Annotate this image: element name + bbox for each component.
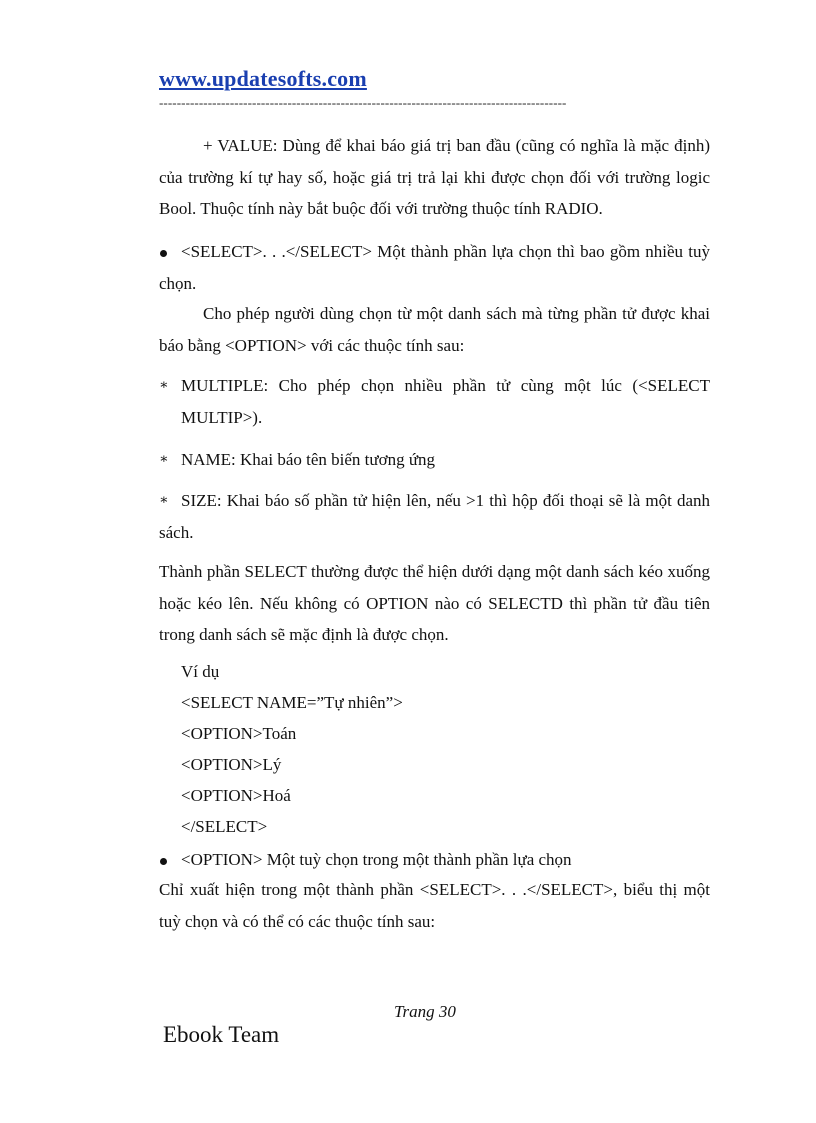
bullet-icon xyxy=(159,236,167,268)
code-line: <OPTION>Hoá xyxy=(181,786,291,805)
select-bullet-text: <SELECT>. . .</SELECT> Một thành phần lựa chọn thì bao gồm nhiều tuỳ chọn. xyxy=(159,242,710,293)
example-label: Ví dụ xyxy=(181,662,220,681)
page-number: Trang 30 xyxy=(394,1002,456,1021)
option-bullet-item xyxy=(159,844,710,876)
code-line: </SELECT> xyxy=(181,817,268,836)
code-line: <SELECT NAME=”Tự nhiên”> xyxy=(181,693,403,712)
attr-name-item xyxy=(159,444,710,476)
asterisk-icon: ∗ xyxy=(159,378,169,393)
asterisk-icon: ∗ xyxy=(159,493,169,508)
footer-team-label: Ebook Team xyxy=(163,1022,280,1047)
asterisk-icon: ∗ xyxy=(159,452,169,467)
attr-size-text: SIZE: Khai báo số phần tử hiện lên, nếu >1 thì hộp đối thoại sẽ là một danh sách. xyxy=(159,491,710,542)
attr-multiple-text: MULTIPLE: Cho phép chọn nhiều phần tử cùng một lúc (<SELECT MULTIP>). xyxy=(181,376,710,427)
attr-name-text: NAME: Khai báo tên biến tương ứng xyxy=(181,450,436,469)
select-note-paragraph: Thành phần SELECT thường được thể hiện dưới dạng một danh sách kéo xuống hoặc kéo lên. Nếu không có OPTION nào có SELECTD thì phần tử đầu tiên trong danh sách sẽ mặc định là được chọn. xyxy=(159,562,710,644)
header-divider: -------------------------------------------------------------------------------------------- xyxy=(159,95,567,110)
code-line: <OPTION>Toán xyxy=(181,724,297,743)
select-description: Cho phép người dùng chọn từ một danh sách mà từng phần tử được khai báo bằng <OPTION> với các thuộc tính sau: xyxy=(159,304,710,355)
option-description: Chỉ xuất hiện trong một thành phần <SELECT>. . .</SELECT>, biểu thị một tuỳ chọn và có thể có các thuộc tính sau: xyxy=(159,880,710,931)
select-bullet-item xyxy=(159,236,710,299)
value-attribute-paragraph: + VALUE: Dùng để khai báo giá trị ban đầu (cũng có nghĩa là mặc định) của trường kí tự hay số, hoặc giá trị trả lại khi được chọn đối với trường logic Bool. Thuộc tính này bắt buộc đối với trường thuộc tính RADIO. xyxy=(159,136,710,218)
bullet-icon xyxy=(159,844,167,876)
code-line: <OPTION>Lý xyxy=(181,755,282,774)
attr-size-item xyxy=(159,485,710,548)
option-bullet-text: <OPTION> Một tuỳ chọn trong một thành phần lựa chọn xyxy=(181,850,572,869)
attr-multiple-item xyxy=(159,370,710,433)
example-code-block xyxy=(181,656,403,842)
site-link[interactable]: www.updatesofts.com xyxy=(159,66,367,91)
